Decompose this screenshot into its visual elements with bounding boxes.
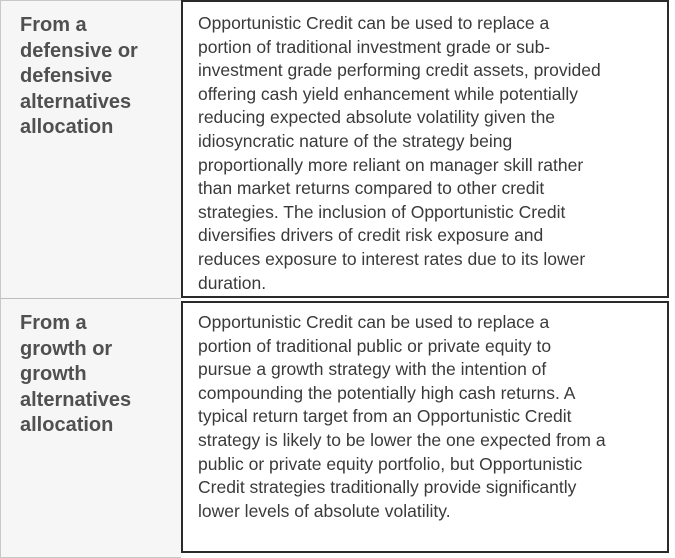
- row-description-cell: [181, 0, 669, 298]
- row-description: Opportunistic Credit can be used to replace a portion of traditional public or private equity to pursue a growth strategy with the intention of compounding the potentially high cash returns. A typical return target from an Opportunistic Credit strategy is likely to be lower the one expected from a public or private equity portfolio, but Opportunistic Credit strategies traditionally provide significantly lower levels of absolute volatility.: [198, 312, 606, 521]
- row-description-cell: [181, 301, 669, 553]
- row-label-cell: [0, 0, 181, 298]
- table-row-growth: [0, 298, 675, 558]
- row-label: From a growth or growth alternatives allocation: [20, 312, 132, 436]
- row-label-cell: [0, 298, 181, 558]
- row-label: From a defensive or defensive alternatives allocation: [20, 14, 138, 138]
- row-description: Opportunistic Credit can be used to replace a portion of traditional investment grade or sub- investment grade performing credit assets, provided offering cash yield enhancement while potentially reducing expected absolute volatility given the idiosyncratic nature of the strategy being proportionally more reliant on manager skill rather than market returns compared to other credit strategies. The inclusion of Opportunistic Credit diversifies drivers of credit risk exposure and reduces exposure to interest rates due to its lower duration.: [198, 13, 601, 293]
